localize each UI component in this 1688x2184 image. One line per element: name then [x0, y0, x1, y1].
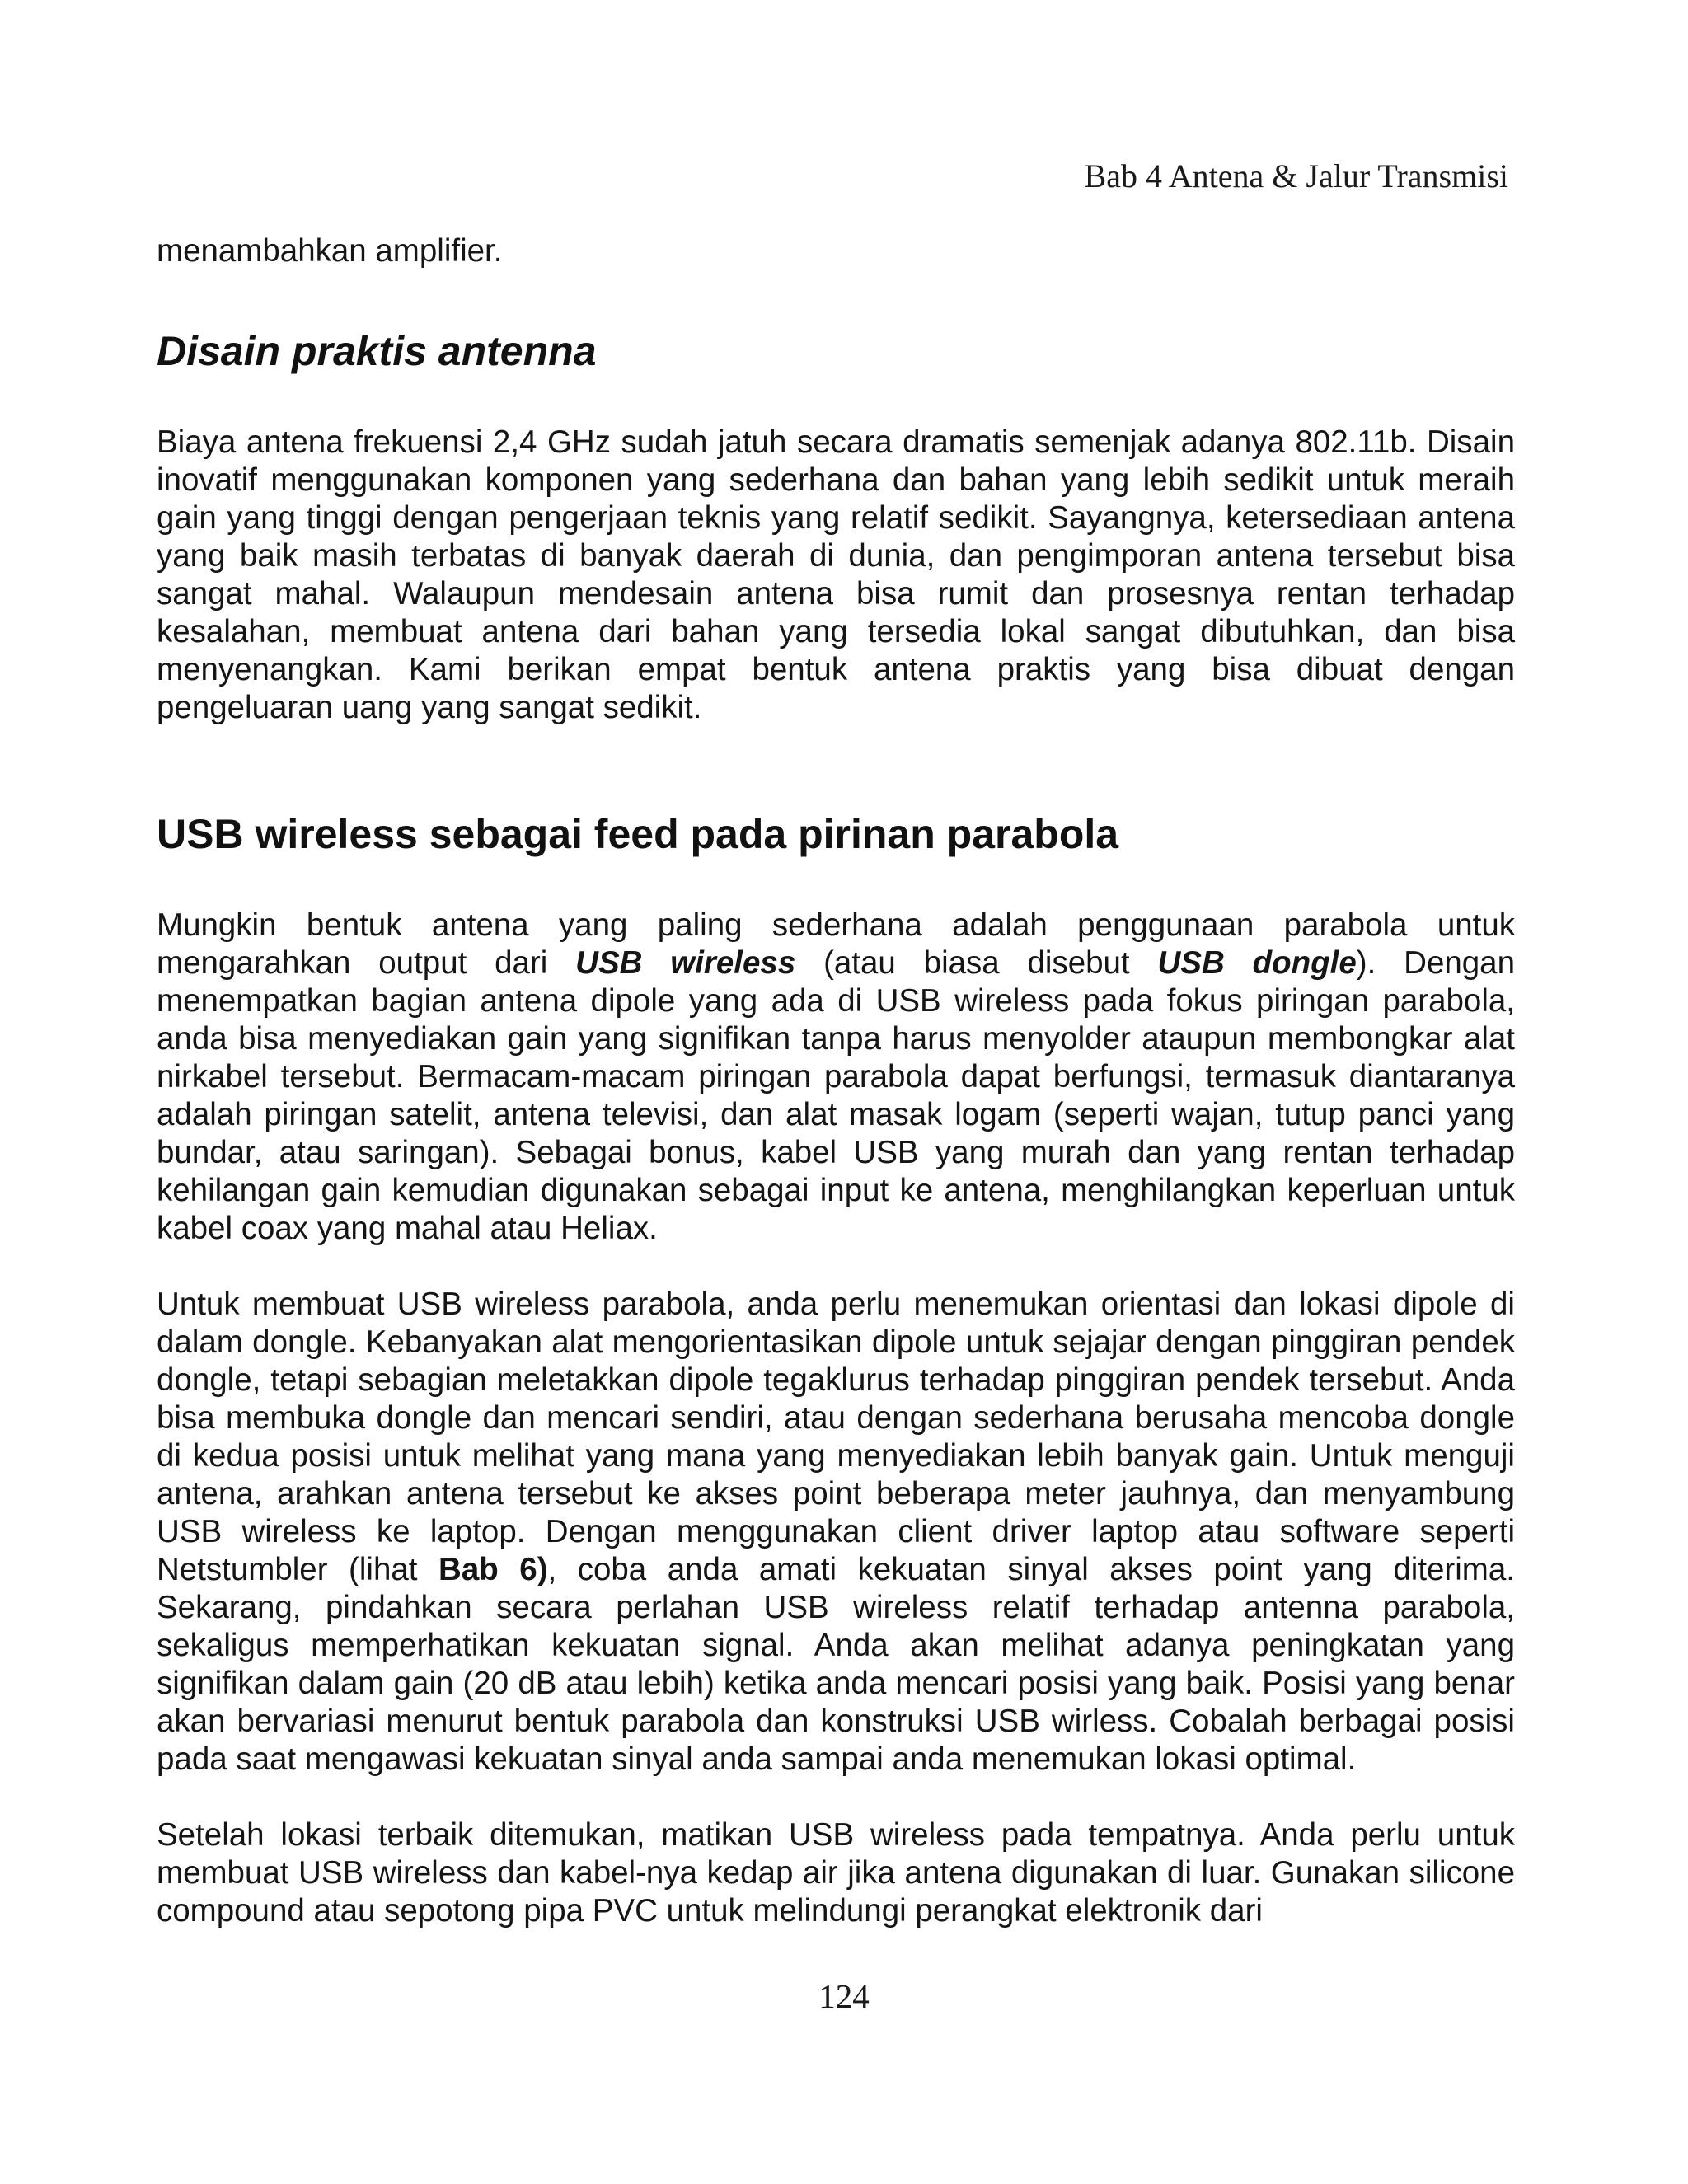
paragraph-text: Mungkin bentuk antena yang paling sederhana adalah penggunaan parabola untuk mengarahkan output dari [157, 907, 1515, 981]
section-heading-usb-wireless: USB wireless sebagai feed pada pirinan parabola [157, 811, 1119, 857]
section-heading-practical-design: Disain praktis antenna [157, 328, 597, 374]
page-number: 124 [818, 1977, 870, 2015]
paragraph-text: , coba anda amati kekuatan sinyal akses point yang diterima. Sekarang, pindahkan secara perlahan USB wireless relatif terhadap antenna parabola, sekaligus memperhatikan kekuatan signal. Anda akan melihat adanya peningkatan yang signifikan dalam gain (20 dB atau lebih) ketika anda mencari posisi yang baik. Posisi yang benar akan bervariasi menurut bentuk parabola dan konstruksi USB wirless. Cobalah berbagai posisi pada saat mengawasi kekuatan sinyal anda sampai anda menemukan lokasi optimal. [157, 1552, 1515, 1777]
chapter-reference: Bab 6) [438, 1552, 548, 1587]
paragraph-usb-mounting: Setelah lokasi terbaik ditemukan, matikan USB wireless pada tempatnya. Anda perlu untuk membuat USB wireless dan kabel-nya kedap air jika antena digunakan di luar. Gunakan silicone compound atau sepotong pipa PVC untuk melindungi perangkat elektronik dari [157, 1817, 1515, 1929]
page-content [157, 232, 1515, 1930]
running-header: Bab 4 Antena & Jalur Transmisi [1084, 157, 1508, 194]
paragraph-usb-orientation [157, 1286, 1515, 1779]
emphasis-usb-wireless: USB wireless [575, 945, 796, 981]
paragraph-text: ). Dengan menempatkan bagian antena dipole yang ada di USB wireless pada fokus piringan parabola, anda bisa menyediakan gain yang signifikan tanpa harus menyolder ataupun membongkar alat nirkabel tersebut. Bermacam-macam piringan parabola dapat berfungsi, termasuk diantaranya adalah piringan satelit, antena televisi, dan alat masak logam (seperti wajan, tutup panci yang bundar, atau saringan). Sebagai bonus, kabel USB yang murah dan yang rentan terhadap kehilangan gain kemudian digunakan sebagai input ke antena, menghilangkan keperluan untuk kabel coax yang mahal atau Heliax. [157, 945, 1516, 1246]
paragraph-usb-intro [157, 907, 1515, 1248]
paragraph-practical-design: Biaya antena frekuensi 2,4 GHz sudah jatuh secara dramatis semenjak adanya 802.11b. Disain inovatif menggunakan komponen yang sederhana dan bahan yang lebih sedikit untuk meraih gain yang tinggi dengan pengerjaan teknis yang relatif sedikit. Sayangnya, ketersediaan antena yang baik masih terbatas di banyak daerah di dunia, dan pengimporan antena tersebut bisa sangat mahal. Walaupun mendesain antena bisa rumit dan prosesnya rentan terhadap kesalahan, membuat antena dari bahan yang tersedia lokal sangat dibutuhkan, dan bisa menyenangkan. Kami berikan empat bentuk antena praktis yang bisa dibuat dengan pengeluaran uang yang sangat sedikit. [157, 424, 1515, 725]
continuation-text: menambahkan amplifier. [157, 233, 503, 269]
paragraph-text: (atau biasa disebut [795, 945, 1158, 981]
emphasis-usb-dongle: USB dongle [1157, 945, 1357, 981]
paragraph-text: Untuk membuat USB wireless parabola, anda perlu menemukan orientasi dan lokasi dipole di dalam dongle. Kebanyakan alat mengorientasikan dipole untuk sejajar dengan pinggiran pendek dongle, tetapi sebagian meletakkan dipole tegaklurus terhadap pinggiran pendek tersebut. Anda bisa membuka dongle dan mencari sendiri, atau dengan sederhana berusaha mencoba dongle di kedua posisi untuk melihat yang mana yang menyediakan lebih banyak gain. Untuk menguji antena, arahkan antena tersebut ke akses point beberapa meter jauhnya, dan menyambung USB wireless ke laptop. Dengan menggunakan client driver laptop atau software seperti Netstumbler (lihat [157, 1286, 1515, 1587]
